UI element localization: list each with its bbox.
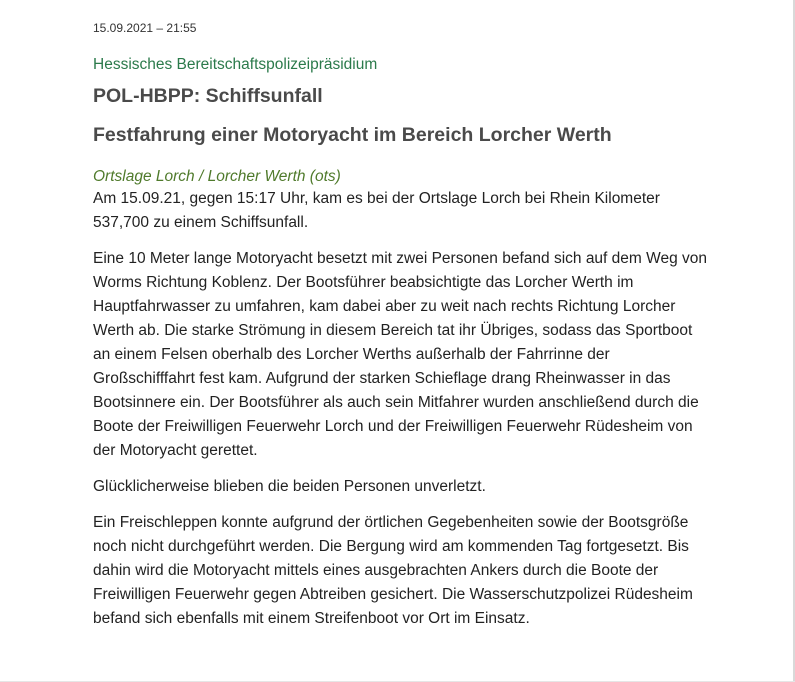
article-paragraph-1: Am 15.09.21, gegen 15:17 Uhr, kam es bei der Ortslage Lorch bei Rhein Kilometer 537,700 zu einem Schiffsunfall. bbox=[93, 190, 660, 231]
article-headline: POL-HBPP: Schiffsunfall bbox=[93, 85, 323, 107]
article-subheadline: Festfahrung einer Motoryacht im Bereich Lorcher Werth bbox=[93, 124, 612, 146]
press-release-article bbox=[93, 20, 713, 631]
article-paragraph-2: Eine 10 Meter lange Motoryacht besetzt mit zwei Personen befand sich auf dem Weg von Worms Richtung Koblenz. Der Bootsführer beabsichtigte das Lorcher Werth im Hauptfahrwasser zu umfahren, kam dabei aber zu weit nach rechts Richtung Lorcher Werth ab. Die starke Strömung in diesem Bereich tat ihr Übriges, sodass das Sportboot an einem Felsen oberhalb des Lorcher Werths außerhalb der Fahrrinne der Großschifffahrt fest kam. Aufgrund der starken Schieflage drang Rheinwasser in das Bootsinnere ein. Der Bootsführer als auch sein Mitfahrer wurden anschließend durch die Boote der Freiwilligen Feuerwehr Lorch und der Freiwilligen Feuerwehr Rüdesheim von der Motoryacht gerettet. bbox=[93, 250, 708, 459]
publication-timestamp: 15.09.2021 – 21:55 bbox=[93, 21, 197, 35]
article-paragraph-4: Ein Freischleppen konnte aufgrund der örtlichen Gegebenheiten sowie der Bootsgröße noch nicht durchgeführt werden. Die Bergung wird am kommenden Tag fortgesetzt. Bis dahin wird die Motoryacht mittels eines ausgebrachten Ankers durch die Boote der Freiwilligen Feuerwehr gegen Abtreiben gesichert. Die Wasserschutzpolizei Rüdesheim befand sich ebenfalls mit einem Streifenboot vor Ort im Einsatz. bbox=[93, 514, 693, 627]
publisher-link[interactable]: Hessisches Bereitschaftspolizeipräsidium bbox=[93, 56, 378, 73]
article-location: Ortslage Lorch / Lorcher Werth (ots) bbox=[93, 168, 341, 185]
article-paragraph-3: Glücklicherweise blieben die beiden Personen unverletzt. bbox=[93, 478, 486, 495]
